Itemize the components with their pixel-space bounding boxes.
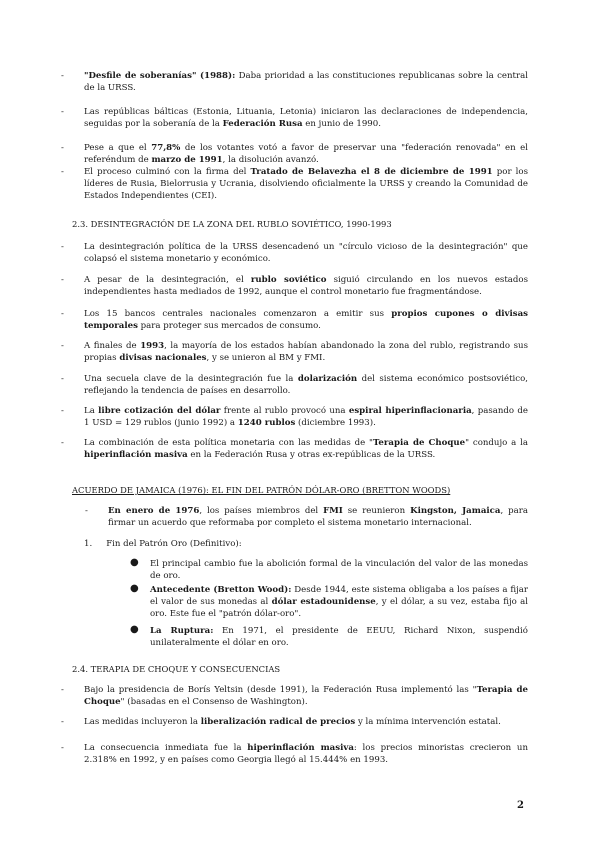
bold-text: espiral hiperinflacionaria [348,406,472,416]
dash-marker: - [61,107,64,117]
dash-marker: - [61,143,64,153]
bullet-item [130,557,528,582]
section-heading-2-3: 2.3. DESINTEGRACIÓN DE LA ZONA DEL RUBLO SOVIÉTICO, 1990-1993 [72,219,392,229]
bold-text: "Desfile de soberanías" (1988): [84,71,236,81]
text: " (basadas en el Consenso de Washington). [120,697,308,708]
text: , la disolución avanzó. [222,155,319,166]
list-item [61,716,528,728]
section-heading-jamaica: ACUERDO DE JAMAICA (1976): EL FIN DEL PATRÓN DÓLAR-ORO (BRETTON WOODS) [72,485,451,495]
dash-marker: - [61,341,64,351]
text: Pese a que el [84,143,152,153]
text: En 1971, el presidente de EEUU, Richard Nixon, suspendió unilateralmente el dólar en oro. [150,626,528,649]
page-number: 2 [517,800,524,811]
text: La consecuencia inmediata fue la [84,743,248,753]
text: , pasando de 1 USD = 129 rublos (junio 1992) a [84,406,529,429]
text: El principal cambio fue la abolición formal de la vinculación del valor de las monedas de oro. [150,559,528,582]
text: : los precios minoristas crecieron un 2.318% en 1992, y en países como Georgia llegó al 15.444% en 1993. [84,743,528,766]
text: , para firmar un acuerdo que reformaba por completo el sistema monetario internacional. [108,506,529,529]
bold-text: liberalización radical de precios [200,717,356,727]
text: en junio de 1990. [302,119,381,130]
list-item [61,308,528,332]
text: A finales de [84,341,141,351]
bold-text: Kingston, Jamaica [410,506,501,516]
bold-text: Terapia de Choque [84,685,528,708]
dash-marker: - [61,309,64,319]
dash-marker: - [61,275,64,285]
dash-marker: - [61,167,64,177]
list-item [61,684,528,708]
item-number: 1. [84,539,93,549]
numbered-item [84,538,242,550]
text: por los líderes de Rusia, Bielorrusia y Ucrania, disolviendo oficialmente la URSS y creando la Comunidad de Estados Independientes (CEI). [84,167,528,202]
list-item [61,166,528,203]
text: frente al rublo provocó una [220,406,349,416]
bullet-item [130,624,528,649]
text: " condujo a la [465,438,528,448]
bold-text: Antecedente (Bretton Wood): [150,585,292,595]
bold-text: 77,8% [151,143,181,153]
list-item [61,241,528,265]
dash-marker: - [61,71,64,81]
text: Bajo la presidencia de Borís Yeltsin (desde 1991), la Federación Rusa implementó las " [84,685,477,695]
bold-text: Tratado de Belavezha el 8 de diciembre de 1991 [250,167,493,177]
text: de los votantes votó a favor de preservar una "federación renovada" en el referéndum de [84,143,528,166]
text: Daba prioridad a las constituciones republicanas sobre la central de la URSS. [84,71,528,94]
bold-text: Terapia de Choque [373,438,466,448]
text: para proteger sus mercados de consumo. [137,321,321,332]
dash-marker: - [61,242,64,252]
text: en la Federación Rusa y otras ex-repúblicas de la URSS. [187,450,436,461]
text: (diciembre 1993). [295,418,376,429]
text: Los 15 bancos centrales nacionales comenzaron a emitir sus [84,309,392,319]
dash-marker: - [61,406,64,416]
text: , y se unieron al BM y FMI. [206,353,326,364]
list-item [61,106,528,130]
bullet-marker: ● [130,624,139,635]
bold-text: dolarización [297,374,358,384]
bold-text: 1240 rublos [237,418,296,429]
section-heading-2-4: 2.4. TERAPIA DE CHOQUE Y CONSECUENCIAS [72,664,281,674]
bullet-marker: ● [130,557,139,568]
text: siguió circulando en los nuevos estados independientes hasta mediados de 1992, aunque el control monetario fue fragmentándose. [84,275,528,298]
list-item [61,340,528,364]
text: , los países miembros del [199,506,324,516]
list-item [61,742,528,766]
dash-marker: - [61,438,64,448]
bold-text: 1993 [140,341,165,351]
bold-text: En enero de 1976 [108,506,200,516]
list-item [61,437,528,461]
dash-marker: - [61,743,64,753]
text: El proceso culminó con la firma del [84,167,251,177]
bold-text: dólar estadounidense [271,597,376,608]
text: Una secuela clave de la desintegración fue la [84,374,298,384]
text: La combinación de esta política monetaria con las medidas de " [84,438,374,448]
list-item [85,505,529,529]
bold-text: La Ruptura: [150,626,214,636]
bold-text: hiperinflación masiva [247,743,354,753]
text: , y el dólar, a su vez, estaba fijo al oro. Este fue el "patrón dólar-oro". [150,597,528,620]
text: La [84,406,99,416]
bold-text: Federación Rusa [222,119,303,130]
text: se reunieron [342,506,411,516]
list-item [61,274,528,298]
bold-text: divisas nacionales [119,353,207,364]
list-item [61,70,528,94]
text: Desde 1944, este sistema obligaba a los países a fijar el valor de sus monedas al [150,585,529,608]
bold-text: propios cupones o divisas temporales [84,309,528,332]
dash-marker: - [61,717,64,727]
text: Las repúblicas bálticas (Estonia, Lituania, Letonia) iniciaron las declaraciones de independencia, seguidas por la soberanía de la [84,107,528,130]
bold-text: libre cotización del dólar [98,406,221,416]
dash-marker: - [61,374,64,384]
list-item [61,405,529,429]
text: Las medidas incluyeron la [84,717,201,727]
bold-text: FMI [323,506,343,516]
bullet-marker: ● [130,583,139,594]
dash-marker: - [61,685,64,695]
text: y la mínima intervención estatal. [355,717,501,727]
bold-text: marzo de 1991 [151,155,223,166]
bold-text: hiperinflación masiva [84,450,188,461]
text: A pesar de la desintegración, el [84,275,251,285]
text: , la mayoría de los estados habían abandonado la zona del rublo, registrando sus propias [84,341,528,364]
bold-text: rublo soviético [250,275,327,285]
list-item [61,142,528,166]
text: La desintegración política de la URSS desencadenó un "círculo vicioso de la desintegración" que colapsó el sistema monetario y económico. [84,242,528,265]
bullet-item [130,583,529,621]
list-item [61,373,529,397]
text: del sistema económico postsoviético, reflejando la tendencia de países en desarrollo. [84,374,529,397]
text: Fin del Patrón Oro (Definitivo): [106,539,242,549]
dash-marker: - [85,506,88,516]
